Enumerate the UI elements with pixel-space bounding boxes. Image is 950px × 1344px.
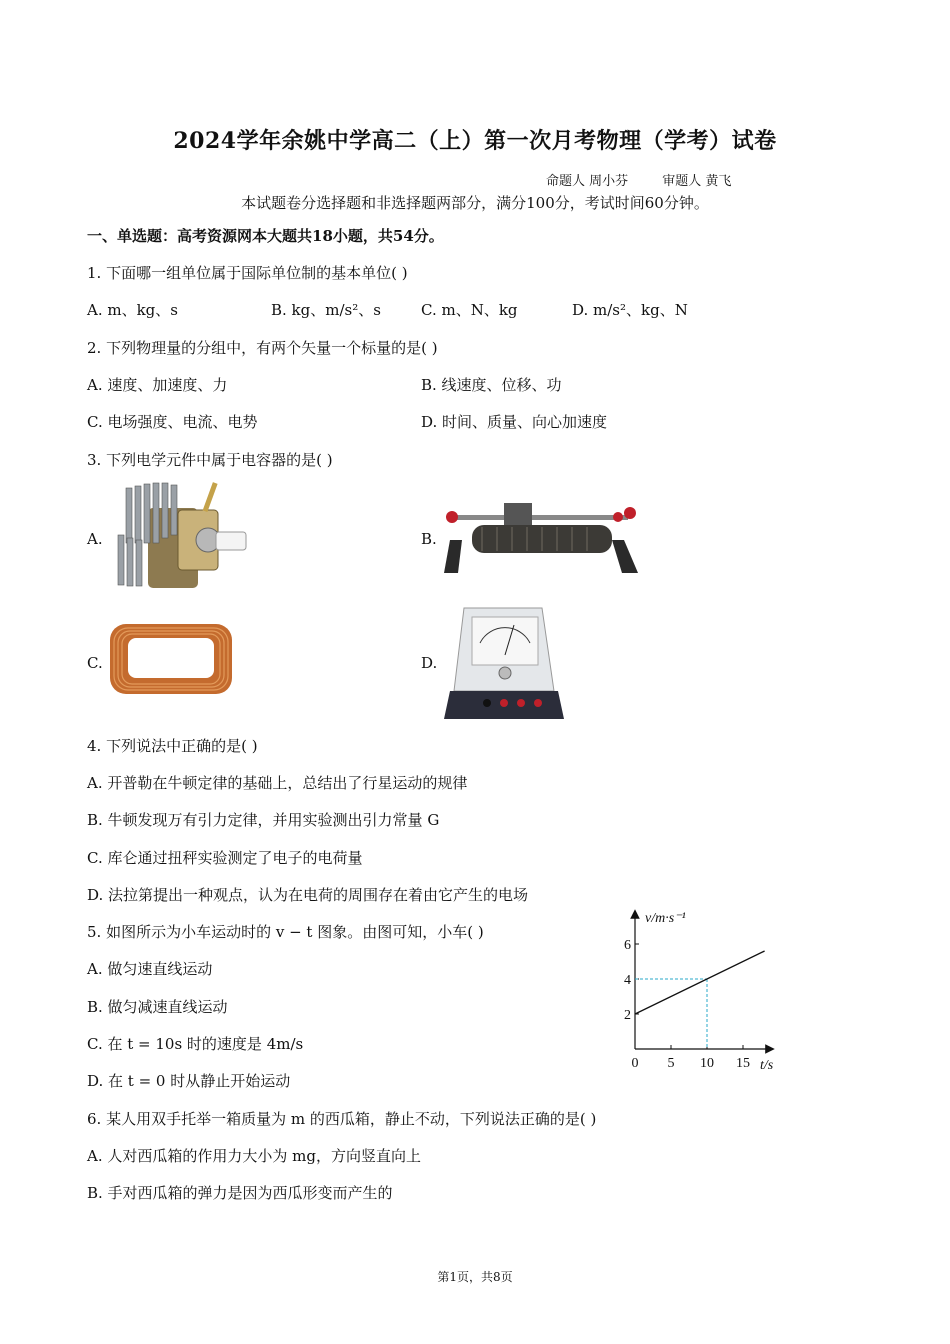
- q4-option-a: A. 开普勒在牛顿定律的基础上，总结出了行星运动的规律: [87, 774, 468, 792]
- q1-stem: 1. 下面哪一组单位属于国际单位制的基本单位( ): [87, 264, 408, 282]
- coil-image: [106, 618, 236, 702]
- reviewer: 审题人 黄飞: [662, 174, 732, 189]
- q3-stem: 3. 下列电学元件中属于电容器的是( ): [87, 451, 333, 469]
- y-axis-label: v/m·s⁻¹: [645, 911, 686, 926]
- q1-option-c: C. m、N、kg: [421, 301, 518, 319]
- q2-option-a: A. 速度、加速度、力: [87, 376, 228, 394]
- q4-option-d: D. 法拉第提出一种观点，认为在电荷的周围存在着由它产生的电场: [87, 886, 529, 904]
- x-axis-label: t/s: [760, 1058, 774, 1073]
- q3-option-d: D.: [421, 654, 438, 672]
- q1-option-d: D. m/s²、kg、N: [572, 301, 688, 319]
- voltmeter-image: [442, 603, 567, 725]
- page-title: 2024学年余姚中学高二（上）第一次月考物理（学考）试卷: [173, 128, 777, 154]
- q4-option-b: B. 牛顿发现万有引力定律，并用实验测出引力常量 G: [87, 811, 440, 829]
- q5-option-c: C. 在 t = 10s 时的速度是 4m/s: [87, 1035, 304, 1053]
- q5-option-b: B. 做匀减速直线运动: [87, 998, 228, 1016]
- q3-option-c: C.: [87, 654, 103, 672]
- q2-option-c: C. 电场强度、电流、电势: [87, 413, 258, 431]
- intro-text: 本试题卷分选择题和非选择题两部分，满分100分，考试时间60分钟。: [241, 194, 709, 212]
- q2-option-d: D. 时间、质量、向心加速度: [421, 413, 608, 431]
- q5-option-a: A. 做匀速直线运动: [87, 960, 213, 978]
- q1-option-a: A. m、kg、s: [87, 301, 178, 319]
- q2-option-b: B. 线速度、位移、功: [421, 376, 562, 394]
- q6-option-b: B. 手对西瓜箱的弹力是因为西瓜形变而产生的: [87, 1184, 393, 1202]
- series-line: [635, 951, 765, 1014]
- y-tick-label: 6: [624, 938, 631, 953]
- y-tick-label: 4: [624, 973, 631, 988]
- q6-stem: 6. 某人用双手托举一箱质量为 m 的西瓜箱，静止不动，下列说法正确的是( ): [87, 1110, 597, 1128]
- y-tick-label: 2: [624, 1008, 631, 1023]
- rheostat-image: [442, 495, 642, 579]
- x-tick-label: 0: [631, 1056, 639, 1071]
- q4-stem: 4. 下列说法中正确的是( ): [87, 737, 258, 755]
- variable-capacitor-image: [108, 480, 253, 599]
- q4-option-c: C. 库仑通过扭秤实验测定了电子的电荷量: [87, 849, 363, 867]
- q3-option-b: B.: [421, 530, 437, 548]
- q1-option-b: B. kg、m/s²、s: [271, 301, 381, 319]
- page-footer: 第1页，共8页: [437, 1270, 513, 1284]
- q3-option-a: A.: [87, 530, 103, 548]
- authors-line: [546, 170, 761, 189]
- author: 命题人 周小芬: [546, 174, 629, 189]
- q5-stem: 5. 如图所示为小车运动时的 v − t 图象。由图可知，小车( ): [87, 923, 484, 941]
- q2-stem: 2. 下列物理量的分组中，有两个矢量一个标量的是( ): [87, 339, 438, 357]
- x-tick-label: 5: [667, 1056, 675, 1071]
- x-tick-label: 15: [736, 1056, 750, 1071]
- x-tick-label: 10: [700, 1056, 714, 1071]
- q6-option-a: A. 人对西瓜箱的作用力大小为 mg，方向竖直向上: [87, 1147, 421, 1165]
- vt-chart: [615, 902, 790, 1077]
- section-heading: 一、单选题：高考资源网本大题共18小题，共54分。: [87, 227, 444, 245]
- q5-option-d: D. 在 t = 0 时从静止开始运动: [87, 1072, 291, 1090]
